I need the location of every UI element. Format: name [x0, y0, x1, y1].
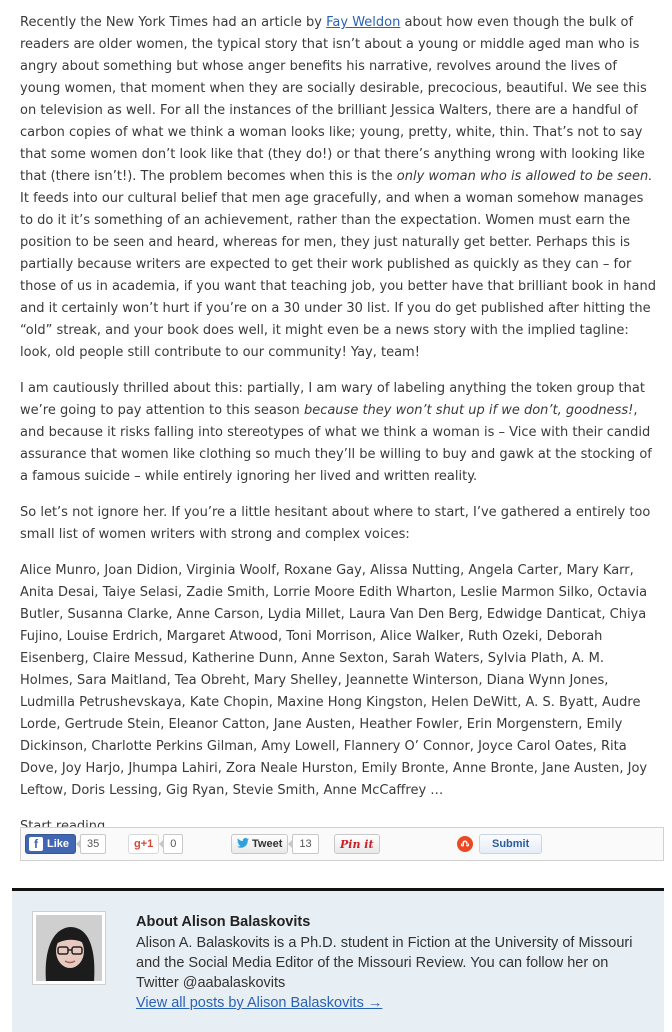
share-bar — [20, 827, 664, 861]
google-plus-button[interactable]: g+1 — [128, 834, 159, 854]
stumbleupon-icon — [457, 836, 473, 852]
paragraph-2 — [20, 378, 660, 488]
emphasis-text: because they won’t shut up if we don’t, goodness! — [303, 403, 634, 418]
facebook-like — [25, 834, 106, 854]
author-info — [136, 912, 636, 1013]
tweet — [231, 834, 319, 854]
view-all-posts-link[interactable]: View all posts by Alison Balaskovits → — [136, 995, 383, 1011]
paragraph-text: Recently the New York Times had an article by — [20, 15, 327, 30]
facebook-icon: f — [29, 837, 43, 851]
article-body — [20, 12, 660, 852]
paragraph-text: I am cautiously thrilled about this: partially, I am wary of labeling anything the token group that we’re going to pay attention to this season — [20, 381, 645, 418]
author-avatar — [32, 911, 106, 985]
paragraph-text: , and because it risks falling into stereotypes of what we think a woman is – Vice with their candid assurance that women like clothing so much they’ll be willing to buy and gawk at the stocking of a famous suicide – while entirely ignoring her lived and written reality. — [20, 403, 652, 484]
paragraph-1 — [20, 12, 660, 364]
paragraph-text: about how even though the bulk of readers are older women, the typical story that isn’t about a young or middle aged man who is angry about something but whose anger benefits his narrative, revolves around the lives of young women, that moment when they are socially desirable, precocious, beautiful. We see this on television as well. For all the instances of the brilliant Jessica Walters, there are a handful of carbon copies of what we think a woman looks like; young, pretty, white, thin. That’s not to say that some women don’t look like that (they do!) or that there’s anything wrong with looking like that (there isn’t!). The problem becomes when this is the — [20, 15, 647, 184]
facebook-like-button[interactable] — [25, 834, 76, 854]
google-plus — [128, 834, 183, 854]
google-plus-count: 0 — [163, 834, 183, 854]
paragraph-3: So let’s not ignore her. If you’re a little hesitant about where to start, I’ve gathered a entirely too small list of women writers with strong and complex voices: — [20, 505, 651, 542]
writer-list: Alice Munro, Joan Didion, Virginia Woolf, Roxane Gay, Alissa Nutting, Angela Carter, Mary Karr, Anita Desai, Taiye Selasi, Zadie Smith, Lorrie Moore Edith Wharton, Leslie Marmon Silko, Octavia Butler, Susanna Clarke, Anne Carson, Lydia Millet, Laura Van Den Berg, Edwidge Danticat, Chiya Fujino, Louise Erdrich, Margaret Atwood, Toni Morrison, Alice Walker, Ruth Ozeki, Deborah Eisenberg, Claire Messud, Katherine Dunn, Anne Sexton, Sarah Waters, Sylvia Plath, A. M. Holmes, Sara Maitland, Tea Obreht, Mary Shelley, Jeannette Winterson, Diana Wynn Jones, Ludmilla Petrushevskaya, Kate Chopin, Maxine Hong Kingston, Helen DeWitt, A. S. Byatt, Audre Lorde, Gertrude Stein, Eleanor Catton, Jane Austen, Heather Fowler, Erin Morgenstern, Emily Dickinson, Charlotte Perkins Gilman, Amy Lowell, Flannery O’ Connor, Joyce Carol Oates, Rita Dove, Joy Harjo, Jhumpa Lahiri, Zora Neale Hurston, Emily Bronte, Anne Bronte, Jane Austen, Joy Leftow, Doris Lessing, Gig Ryan, Stevie Smith, Anne McCaffrey … — [20, 563, 648, 798]
fay-weldon-link[interactable]: Fay Weldon — [326, 15, 401, 30]
facebook-like-count: 35 — [80, 834, 106, 854]
tweet-label: Tweet — [252, 838, 283, 850]
author-box — [12, 891, 664, 1032]
paragraph-text: It feeds into our cultural belief that men age gracefully, and when a woman somehow manages to do it it’s something of an achievement, rather than the expectation. Women must earn the position to be seen and heard, whereas for men, they just naturally get better. Perhaps this is partially because writers are expected to get their work published as quickly as they can – for those of us in academia, if you want that teaching job, you better have that brilliant book in hand and it certainly won’t hurt if you’re on a 30 under 30 list. If you do get published after hitting the “old” streak, and your book does well, it might even be a news story with the implied tagline: look, old people still contribute to our community! Yay, team! — [20, 191, 657, 360]
twitter-bird-icon — [237, 838, 249, 851]
stumbleupon — [457, 834, 542, 854]
tweet-count: 13 — [292, 834, 318, 854]
facebook-like-label: Like — [47, 838, 70, 850]
author-heading: About Alison Balaskovits — [136, 914, 311, 930]
tweet-button[interactable] — [231, 834, 288, 854]
avatar-portrait-icon — [36, 915, 102, 981]
pin-it-button[interactable]: Pin it — [334, 834, 380, 854]
emphasis-text: only woman who is allowed to be seen. — [396, 169, 653, 184]
author-bio: Alison A. Balaskovits is a Ph.D. student in Fiction at the University of Missouri and the Social Media Editor of the Missouri Review. You can follow her on Twitter @aabalaskovits — [136, 935, 633, 991]
stumbleupon-submit-button[interactable]: Submit — [479, 834, 542, 854]
pinterest — [334, 834, 380, 854]
avatar-photo — [36, 915, 102, 981]
